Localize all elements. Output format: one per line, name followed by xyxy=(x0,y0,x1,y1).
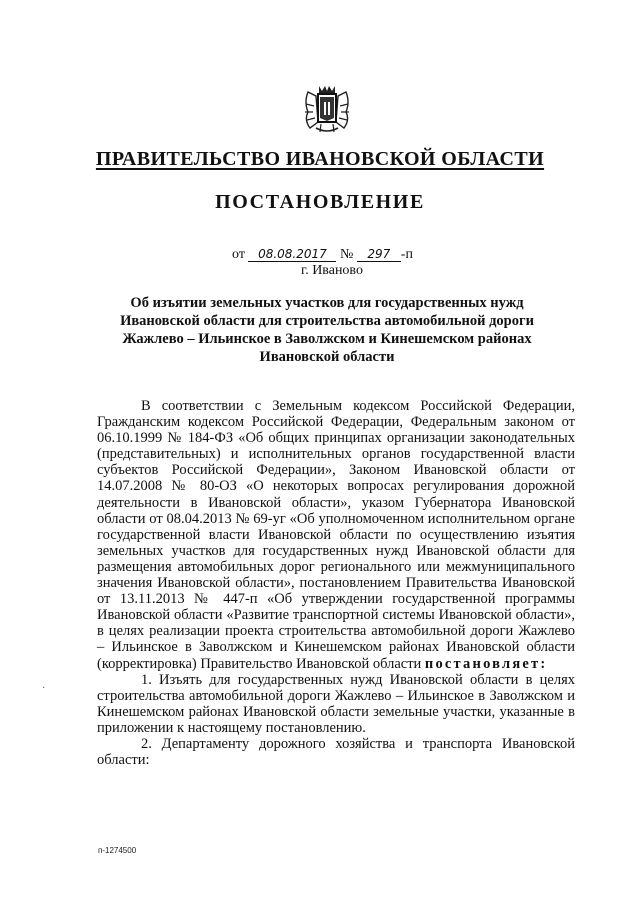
date-prefix: от xyxy=(232,247,245,262)
number-prefix: № xyxy=(339,247,354,262)
item-2-paragraph: 2. Департаменту дорожного хозяйства и транспорта Ивановской области: xyxy=(97,735,575,769)
city-of-issue: г. Иваново xyxy=(301,263,363,278)
ivanovo-coat-of-arms-icon xyxy=(298,82,356,136)
resolves-colon: : xyxy=(540,655,548,672)
decree-subject-heading: Об изъятии земельных участков для государственных нужд Ивановской области для строительства автомобильной дороги Жажлево – Ильинское в Заволжском и Кинешемском районах Ивановской области xyxy=(120,295,534,365)
resolves-word: постановляет xyxy=(424,655,541,672)
decree-date-number-line xyxy=(232,247,413,263)
preamble-text: В соответствии с Земельным кодексом Российской Федерации, Гражданским кодексом Российской Федерации, Федеральным законом от 06.10.1999 № 184-ФЗ «Об общих принципах организации законодательных (представительных) и исполнительных органов государственной власти субъектов Российской Федерации», Законом Ивановской области от 14.07.2008 № 80-ОЗ «О некоторых вопросах регулирования дорожной деятельности в Ивановской области», указом Губернатора Ивановской области от 08.04.2013 № 69-уг «Об уполномоченном исполнительном органе государственной власти Ивановской области по осуществлению изъятия земельных участков для государственных нужд Ивановской области для размещения автомобильных дорог регионального или межмуниципального значения Ивановской области», постановлением Правительства Ивановской от 13.11.2013 № 447-п «Об утверждении государственной программы Ивановской области «Развитие транспортной системы Ивановской области», в целях реализации проекта строительства автомобильной дороги Жажлево – Ильинское в Заволжском и Кинешемском районах Ивановской области (корректировка) Правительство Ивановской области xyxy=(97,398,575,672)
item-1-paragraph: 1. Изъять для государственных нужд Ивановской области в целях строительства автомобильной дороги Жажлево – Ильинское в Заволжском и Кинешемском районах Ивановской области земельные участки, указанные в приложении к настоящему постановлению. xyxy=(97,671,575,736)
document-type-title: ПОСТАНОВЛЕНИЕ xyxy=(215,191,425,213)
number-suffix: -п xyxy=(400,247,413,262)
decree-date: 08.08.2017 xyxy=(248,247,336,262)
government-title: ПРАВИТЕЛЬСТВО ИВАНОВСКОЙ ОБЛАСТИ xyxy=(95,148,545,170)
margin-mark: · xyxy=(42,683,46,694)
document-code: п-1274500 xyxy=(98,846,137,855)
preamble-paragraph xyxy=(97,398,575,672)
decree-number: 297 xyxy=(357,247,401,262)
decree-body xyxy=(97,398,575,768)
